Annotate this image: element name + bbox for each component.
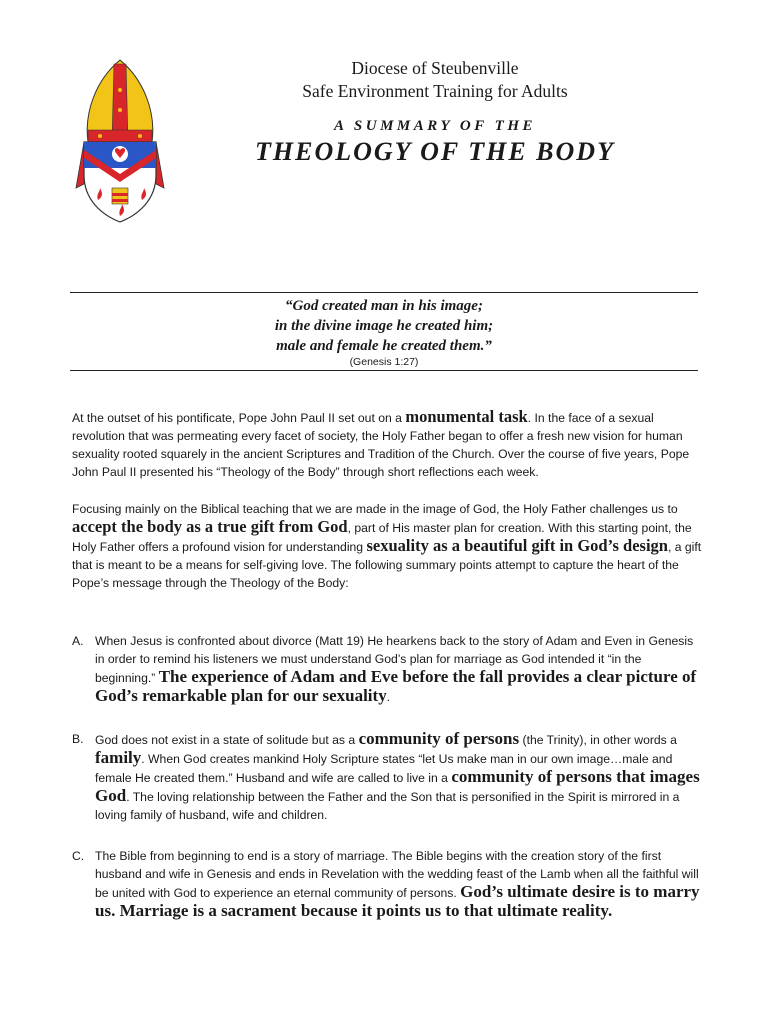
quote-line-2: in the divine image he created him;	[274, 318, 494, 334]
divider-bottom	[70, 370, 698, 371]
list-marker: B.	[72, 732, 84, 746]
p2-emphasis-1: accept the body as a true gift from God	[72, 517, 348, 536]
p2-emphasis-2: sexuality as a beautiful gift in God’s design	[366, 536, 668, 555]
list-item	[72, 730, 702, 824]
list-marker: C.	[72, 849, 85, 863]
quote-line-3: male and female he created them.”	[276, 338, 492, 354]
header	[200, 57, 670, 167]
training-title: Safe Environment Training for Adults	[302, 81, 568, 101]
point-a-text-1: When Jesus is confronted about divorce (Matt 19) He hearkens back to the story of Adam and Even in Genesis in order to remind his listeners we must understand God’s plan for marriage as God intended it “in the beginning.”	[95, 634, 694, 685]
focus-paragraph	[72, 500, 702, 592]
diocese-crest-logo	[70, 50, 170, 225]
quote-citation: (Genesis 1:27)	[349, 356, 419, 368]
p1-text-1: At the outset of his pontificate, Pope John Paul II set out on a	[72, 411, 406, 425]
quote-line-1: “God created man in his image;	[285, 298, 483, 314]
point-b-emphasis-2: family	[95, 748, 142, 767]
scripture-quote	[70, 296, 698, 368]
point-b-text-3: . When God creates mankind Holy Scripture states “let Us make man in our own image…male and female He created them.” Husband and wife are called to live in a	[95, 752, 673, 785]
list-item	[72, 847, 702, 921]
point-b-text-2: (the Trinity), in other words a	[519, 733, 677, 747]
point-b-text-1: God does not exist in a state of solitude but as a	[95, 733, 359, 747]
point-a-text-2: .	[386, 690, 391, 704]
list-item	[72, 632, 702, 706]
point-c-text-1: The Bible from beginning to end is a story of marriage. The Bible begins with the creation story of the first husband and wife in Genesis and ends in Revelation with the wedding feast of the Lamb when all the faithful will be united with God to experience an eternal community of persons.	[95, 849, 699, 900]
p2-text-2: , part of His master plan for creation. With this starting point, the Holy Father offers a profound vision for understanding	[72, 521, 692, 554]
divider-top	[70, 292, 698, 293]
document-title: THEOLOGY OF THE BODY	[255, 137, 615, 166]
point-b-text-4: . The loving relationship between the Father and the Son that is personified in the Spirit is mirrored in a loving family of husband, wife and children.	[95, 790, 680, 822]
intro-paragraph	[72, 408, 702, 481]
p2-text-3: , a gift that is meant to be a means for self-giving love. The following summary points attempt to capture the heart of the Pope’s message through the Theology of the Body:	[72, 540, 702, 590]
point-b-emphasis-3: community of persons that images God	[95, 767, 700, 805]
summary-label: A SUMMARY OF THE	[333, 118, 537, 134]
point-c-emphasis: God’s ultimate desire is to marry us. Marriage is a sacrament because it points us to that ultimate reality.	[95, 882, 700, 920]
list-marker: A.	[72, 634, 84, 648]
point-b-emphasis-1: community of persons	[358, 729, 520, 748]
p1-emphasis: monumental task	[405, 407, 528, 426]
point-a-emphasis: The experience of Adam and Eve before the fall provides a clear picture of God’s remarkable plan for our sexuality	[95, 667, 697, 705]
p1-text-2: . In the face of a sexual revolution that was permeating every facet of society, the Holy Father began to offer a fresh new vision for human sexuality rooted squarely in the ancient Scriptures and Tradition of the Church. Over the course of five years, Pope John Paul II presented his “Theology of the Body” through short reflections each week.	[72, 411, 690, 479]
diocese-name: Diocese of Steubenville	[351, 58, 519, 78]
p2-text-1: Focusing mainly on the Biblical teaching that we are made in the image of God, the Holy Father challenges us to	[72, 502, 678, 516]
